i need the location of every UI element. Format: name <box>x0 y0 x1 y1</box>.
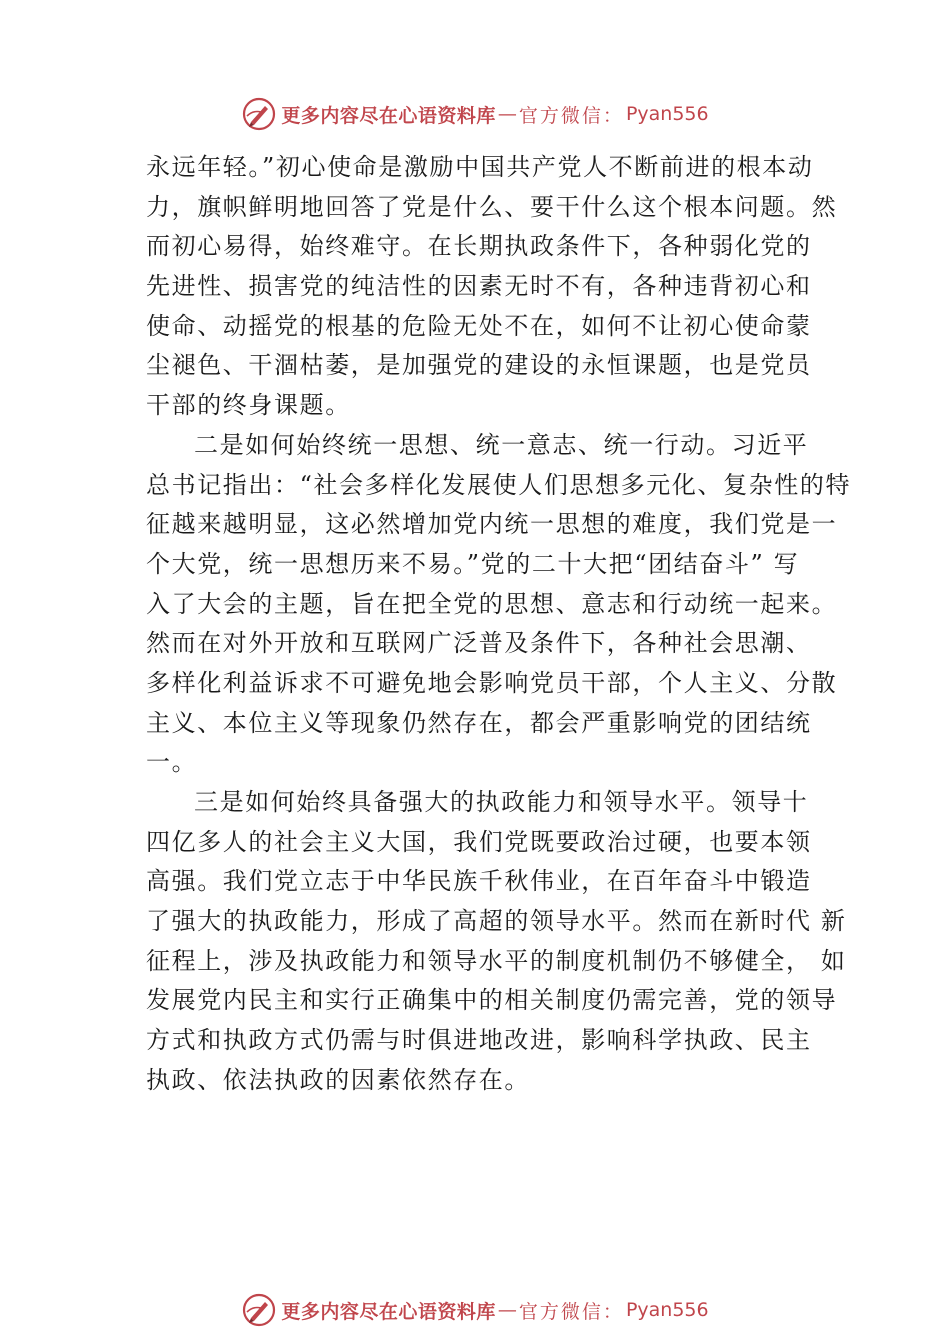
text-line: 发展党内民主和实行正确集中的相关制度仍需完善，党的领导 <box>146 986 838 1015</box>
banner-wechat-label: 官方微信： <box>518 1300 624 1323</box>
document-body <box>146 148 852 1101</box>
pen-logo-icon <box>241 96 277 132</box>
text-line: 征越来越明显，这必然增加党内统一思想的难度，我们党是一 <box>146 510 838 539</box>
banner-wechat-label: 官方微信： <box>518 104 624 127</box>
banner-separator: — <box>497 103 517 125</box>
text-line: 征程上，涉及执政能力和领导水平的制度机制仍不够健全， 如 <box>146 946 847 975</box>
text-line: 尘褪色、干涸枯萎，是加强党的建设的永恒课题，也是党员 <box>146 351 812 380</box>
text-line: 高强。我们党立志于中华民族千秋伟业，在百年奋斗中锻造 <box>146 867 812 896</box>
banner-wechat-id: Pyan556 <box>625 103 709 125</box>
paragraph-start-line: 二是如何始终统一思想、统一意志、统一行动。习近平 <box>194 430 809 459</box>
banner-title: 更多内容尽在心语资料库 <box>281 1300 496 1323</box>
banner-title: 更多内容尽在心语资料库 <box>281 104 496 127</box>
paragraph-start-line: 三是如何始终具备强大的执政能力和领导水平。领导十 <box>194 788 809 816</box>
text-line: 干部的终身课题。 <box>146 391 351 420</box>
text-line: 执政、依法执政的因素依然存在。 <box>146 1065 530 1094</box>
text-line: 总书记指出：“社会多样化发展使人们思想多元化、复杂性的特 <box>146 470 852 499</box>
banner-separator: — <box>497 1299 517 1321</box>
text-line: 个大党，统一思想历来不易。”党的二十大把“团结奋斗” 写 <box>146 549 800 578</box>
text-line: 入了大会的主题，旨在把全党的思想、意志和行动统一起来。 <box>146 589 838 618</box>
text-line: 方式和执政方式仍需与时俱进地改进，影响科学执政、民主 <box>146 1026 812 1055</box>
pen-logo-icon <box>241 1292 277 1328</box>
text-line: 而初心易得，始终难守。在长期执政条件下，各种弱化党的 <box>146 232 812 261</box>
text-line: 主义、本位主义等现象仍然存在，都会严重影响党的团结统 <box>146 708 812 737</box>
header-banner <box>0 92 950 136</box>
text-line: 一。 <box>146 748 198 777</box>
text-line: 力，旗帜鲜明地回答了党是什么、要干什么这个根本问题。然 <box>146 192 838 221</box>
text-line: 多样化利益诉求不可避免地会影响党员干部，个人主义、分散 <box>146 668 838 697</box>
banner-wechat-id: Pyan556 <box>625 1299 709 1321</box>
text-line: 然而在对外开放和互联网广泛普及条件下，各种社会思潮、 <box>146 629 812 658</box>
text-line: 永远年轻。”初心使命是激励中国共产党人不断前进的根本动 <box>146 153 814 181</box>
text-line: 四亿多人的社会主义大国，我们党既要政治过硬，也要本领 <box>146 827 812 856</box>
text-line: 使命、动摇党的根基的危险无处不在，如何不让初心使命蒙 <box>146 311 812 340</box>
footer-banner <box>0 1288 950 1332</box>
text-line: 了强大的执政能力，形成了高超的领导水平。然而在新时代 新 <box>146 907 847 936</box>
text-line: 先进性、损害党的纯洁性的因素无时不有，各种违背初心和 <box>146 272 812 301</box>
